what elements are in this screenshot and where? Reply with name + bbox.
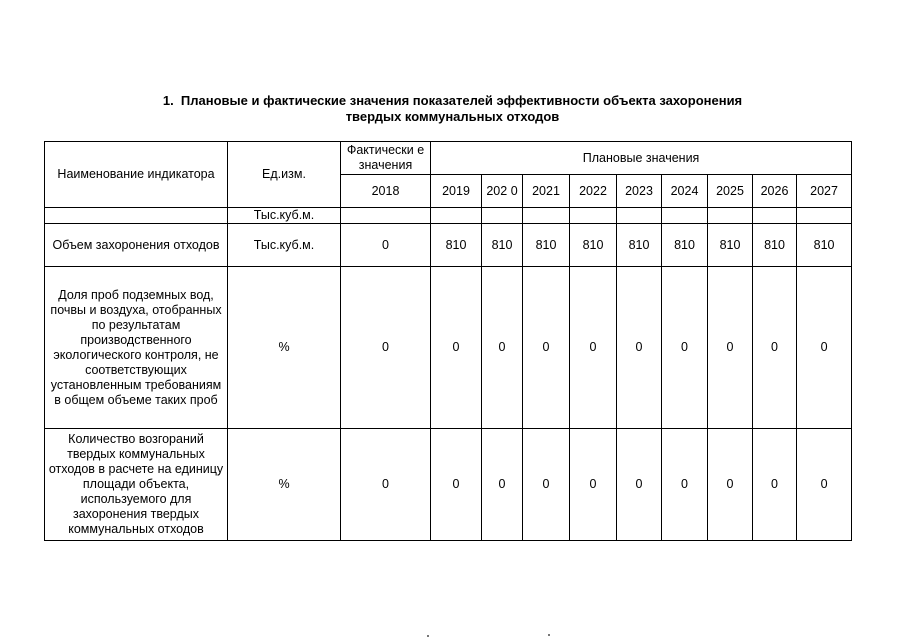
title-line-1 — [0, 93, 905, 109]
row-3-name: Количество возгораний твердых коммунальных отходов в расчете на единицу площади объекта, используемого для захоронения твердых коммунальных отходов — [45, 429, 228, 541]
row-2-unit: % — [228, 267, 341, 429]
row-3-value-2025: 0 — [708, 429, 753, 541]
row-2-value-2025: 0 — [708, 267, 753, 429]
row-1-value-2020: 810 — [482, 224, 523, 267]
row-3-value-2026: 0 — [753, 429, 797, 541]
row-1-value-2025: 810 — [708, 224, 753, 267]
year-2019: 2019 — [431, 175, 482, 208]
year-2021: 2021 — [523, 175, 570, 208]
row-2-value-2021: 0 — [523, 267, 570, 429]
row-2-value-2026: 0 — [753, 267, 797, 429]
row-2-value-2027: 0 — [797, 267, 852, 429]
year-2025: 2025 — [708, 175, 753, 208]
header-planned-values: Плановые значения — [431, 142, 852, 175]
row-3-value-2019: 0 — [431, 429, 482, 541]
row-2-value-2024: 0 — [662, 267, 708, 429]
row-1-name: Объем захоронения отходов — [45, 224, 228, 267]
row-3-value-2023: 0 — [617, 429, 662, 541]
row-1-value-2018: 0 — [341, 224, 431, 267]
row-2-value-2019: 0 — [431, 267, 482, 429]
row-1-value-2027: 810 — [797, 224, 852, 267]
scan-speck — [548, 634, 550, 636]
row-2-value-2020: 0 — [482, 267, 523, 429]
title-number: 1. — [162, 93, 174, 108]
table-row — [45, 224, 852, 267]
unit-subrow-empty — [45, 208, 228, 224]
row-3-unit: % — [228, 429, 341, 541]
year-2022: 2022 — [570, 175, 617, 208]
row-1-value-2022: 810 — [570, 224, 617, 267]
row-2-value-2018: 0 — [341, 267, 431, 429]
title-line-2: твердых коммунальных отходов — [345, 109, 560, 124]
indicators-table — [44, 141, 852, 541]
row-1-value-2026: 810 — [753, 224, 797, 267]
unit-subrow-value: Тыс.куб.м. — [228, 208, 341, 224]
row-1-value-2021: 810 — [523, 224, 570, 267]
header-actual-values: Фактически е значения — [341, 142, 431, 175]
row-1-value-2023: 810 — [617, 224, 662, 267]
header-unit: Ед.изм. — [228, 142, 341, 208]
table-row — [45, 429, 852, 541]
table-row — [45, 267, 852, 429]
row-3-value-2027: 0 — [797, 429, 852, 541]
document-title — [0, 93, 905, 125]
year-2026: 2026 — [753, 175, 797, 208]
year-2027: 2027 — [797, 175, 852, 208]
header-row-1 — [45, 142, 852, 175]
row-1-unit: Тыс.куб.м. — [228, 224, 341, 267]
row-3-value-2021: 0 — [523, 429, 570, 541]
row-3-value-2020: 0 — [482, 429, 523, 541]
row-2-value-2023: 0 — [617, 267, 662, 429]
year-2020: 202 0 — [482, 175, 523, 208]
row-1-value-2024: 810 — [662, 224, 708, 267]
unit-subrow — [45, 208, 852, 224]
year-2023: 2023 — [617, 175, 662, 208]
year-2024: 2024 — [662, 175, 708, 208]
row-3-value-2022: 0 — [570, 429, 617, 541]
scan-speck — [427, 635, 429, 637]
row-1-value-2019: 810 — [431, 224, 482, 267]
title-text-line-1: Плановые и фактические значения показателей эффективности объекта захоронения — [180, 93, 743, 108]
row-3-value-2018: 0 — [341, 429, 431, 541]
row-2-value-2022: 0 — [570, 267, 617, 429]
row-3-value-2024: 0 — [662, 429, 708, 541]
header-indicator-name: Наименование индикатора — [45, 142, 228, 208]
row-2-name: Доля проб подземных вод, почвы и воздуха, отобранных по результатам производственного экологического контроля, не соответствующих установленным требованиям в общем объеме таких проб — [45, 267, 228, 429]
year-2018: 2018 — [341, 175, 431, 208]
